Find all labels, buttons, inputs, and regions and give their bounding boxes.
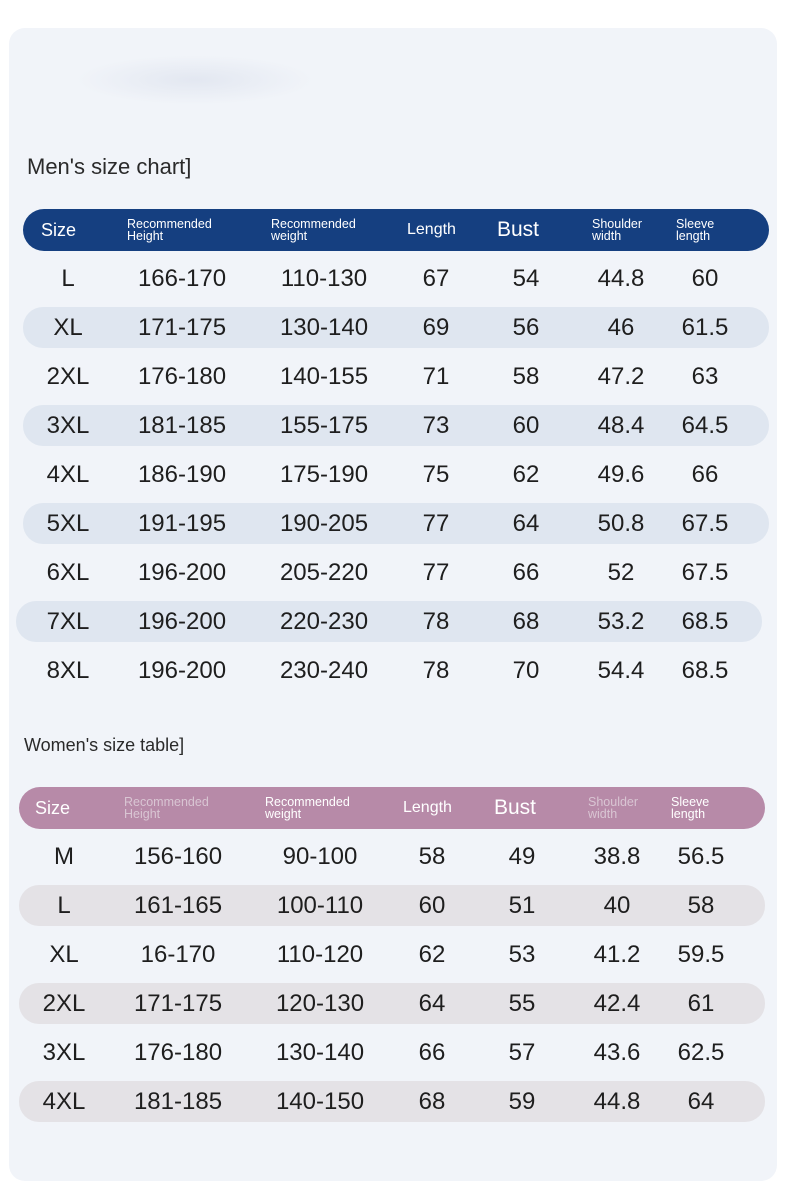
men-header-size: Size (41, 219, 77, 240)
women-cell-length: 58 (418, 843, 446, 870)
women-header-shoulder-line1: Shoulder (588, 795, 639, 809)
men-table-header (23, 209, 769, 251)
women-cell-sleeve: 64 (687, 1088, 715, 1115)
men-cell-weight: 110-130 (280, 265, 368, 292)
men-cell-bust: 56 (512, 314, 540, 341)
women-cell-height: 16-170 (140, 941, 216, 968)
men-header-length: Length (407, 221, 456, 238)
men-cell-shoulder: 54.4 (597, 657, 645, 684)
women-cell-shoulder: 44.8 (593, 1088, 641, 1115)
men-header-sleeve-line1: Sleeve (676, 217, 715, 231)
men-cell-sleeve: 68.5 (681, 657, 729, 684)
men-cell-length: 77 (422, 510, 450, 537)
women-cell-size: 2XL (42, 990, 86, 1017)
men-cell-length: 75 (422, 461, 450, 488)
women-cell-weight: 90-100 (282, 843, 358, 870)
men-cell-size: 4XL (46, 461, 90, 488)
women-header-weight-line2: weight (265, 807, 302, 821)
men-size-chart-title: Men's size chart] (27, 154, 192, 179)
women-cell-shoulder: 41.2 (593, 941, 641, 968)
women-cell-bust: 55 (508, 990, 536, 1017)
men-cell-weight: 190-205 (279, 510, 369, 537)
men-cell-size: 6XL (46, 559, 90, 586)
women-header-bust: Bust (494, 796, 537, 819)
men-table-row (23, 258, 769, 299)
men-cell-weight: 140-155 (279, 363, 369, 390)
men-header-weight-line1: Recommended (271, 217, 356, 231)
men-cell-weight: 220-230 (279, 608, 369, 635)
men-cell-weight: 175-190 (279, 461, 369, 488)
women-cell-size: L (57, 892, 71, 919)
men-cell-height: 176-180 (137, 363, 227, 390)
men-cell-sleeve: 63 (691, 363, 719, 390)
men-cell-size: 3XL (46, 412, 90, 439)
women-header-height (124, 787, 209, 829)
men-cell-height: 196-200 (137, 559, 227, 586)
men-table-row (23, 503, 769, 544)
women-table-row (19, 836, 765, 877)
men-cell-bust: 64 (512, 510, 540, 537)
women-cell-sleeve: 56.5 (677, 843, 725, 870)
men-cell-bust: 58 (512, 363, 540, 390)
women-header-shoulder-line2: width (588, 807, 618, 821)
women-cell-bust: 49 (508, 843, 536, 870)
men-cell-sleeve: 67.5 (681, 559, 729, 586)
women-cell-bust: 53 (508, 941, 536, 968)
women-header-shoulder (588, 787, 638, 829)
men-cell-shoulder: 44.8 (597, 265, 645, 292)
women-cell-size: 3XL (42, 1039, 86, 1066)
men-cell-sleeve: 64.5 (681, 412, 729, 439)
men-header-shoulder-line1: Shoulder (592, 217, 643, 231)
women-table-header (19, 787, 765, 829)
women-header-weight (265, 787, 350, 829)
men-cell-height: 196-200 (137, 657, 227, 684)
women-cell-size: XL (49, 941, 79, 968)
men-cell-height: 171-175 (137, 314, 227, 341)
men-cell-bust: 62 (512, 461, 540, 488)
men-header-weight-line2: weight (271, 229, 308, 243)
women-cell-weight: 100-110 (276, 892, 364, 919)
women-cell-shoulder: 43.6 (593, 1039, 641, 1066)
women-cell-shoulder: 38.8 (593, 843, 641, 870)
women-header-height-line2: Height (124, 807, 161, 821)
men-cell-sleeve: 67.5 (681, 510, 729, 537)
women-cell-shoulder: 40 (603, 892, 631, 919)
men-cell-height: 191-195 (137, 510, 227, 537)
men-table-row (23, 552, 769, 593)
women-cell-height: 161-165 (133, 892, 223, 919)
men-table-row (23, 356, 769, 397)
men-cell-sleeve: 66 (691, 461, 719, 488)
men-header-shoulder-line2: width (592, 229, 622, 243)
women-header-size: Size (35, 797, 71, 818)
men-header-shoulder (592, 209, 642, 251)
women-table-row (19, 934, 765, 975)
men-cell-bust: 54 (512, 265, 540, 292)
men-cell-length: 78 (422, 608, 450, 635)
men-cell-length: 77 (422, 559, 450, 586)
women-cell-height: 156-160 (133, 843, 223, 870)
men-header-height-line1: Recommended (127, 217, 212, 231)
women-cell-sleeve: 58 (687, 892, 715, 919)
women-size-table-title: Women's size table] (24, 735, 185, 755)
men-cell-height: 186-190 (137, 461, 227, 488)
women-header-length: Length (403, 799, 452, 816)
women-header-weight-line1: Recommended (265, 795, 350, 809)
women-cell-sleeve: 62.5 (677, 1039, 725, 1066)
men-cell-bust: 68 (512, 608, 540, 635)
men-table-row (23, 405, 769, 446)
men-cell-weight: 230-240 (279, 657, 369, 684)
women-cell-size: M (54, 843, 74, 870)
women-table-row (19, 885, 765, 926)
women-cell-size: 4XL (42, 1088, 86, 1115)
women-cell-length: 68 (418, 1088, 446, 1115)
men-cell-size: 2XL (46, 363, 90, 390)
women-header-height-line1: Recommended (124, 795, 209, 809)
men-cell-sleeve: 68.5 (681, 608, 729, 635)
men-header-height (127, 209, 212, 251)
men-cell-length: 69 (422, 314, 450, 341)
women-cell-sleeve: 59.5 (677, 941, 725, 968)
men-cell-bust: 70 (512, 657, 540, 684)
women-header-sleeve-line1: Sleeve (671, 795, 710, 809)
men-cell-shoulder: 46 (607, 314, 635, 341)
men-cell-size: 8XL (46, 657, 90, 684)
men-cell-weight: 130-140 (279, 314, 369, 341)
men-header-sleeve-line2: length (676, 229, 711, 243)
women-cell-length: 62 (418, 941, 446, 968)
women-table-row (19, 1032, 765, 1073)
women-cell-height: 171-175 (133, 990, 223, 1017)
men-cell-weight: 205-220 (279, 559, 369, 586)
men-cell-shoulder: 52 (607, 559, 635, 586)
men-cell-bust: 60 (512, 412, 540, 439)
men-table-row (23, 454, 769, 495)
women-cell-height: 181-185 (133, 1088, 223, 1115)
men-cell-length: 78 (422, 657, 450, 684)
men-header-weight (271, 209, 356, 251)
men-table-row (23, 650, 769, 691)
men-cell-shoulder: 50.8 (597, 510, 645, 537)
women-cell-bust: 57 (508, 1039, 536, 1066)
men-cell-shoulder: 48.4 (597, 412, 645, 439)
women-header-sleeve (671, 787, 709, 829)
men-cell-length: 71 (422, 363, 450, 390)
men-cell-shoulder: 49.6 (597, 461, 645, 488)
men-cell-sleeve: 60 (691, 265, 719, 292)
men-cell-height: 166-170 (137, 265, 227, 292)
men-table-row (16, 601, 762, 642)
women-header-sleeve-line2: length (671, 807, 706, 821)
men-header-height-line2: Height (127, 229, 164, 243)
men-cell-bust: 66 (512, 559, 540, 586)
women-cell-length: 60 (418, 892, 446, 919)
men-cell-height: 196-200 (137, 608, 227, 635)
women-cell-shoulder: 42.4 (593, 990, 641, 1017)
men-cell-length: 67 (422, 265, 450, 292)
men-header-sleeve (676, 209, 714, 251)
men-header-bust: Bust (497, 218, 540, 241)
women-cell-weight: 120-130 (275, 990, 365, 1017)
women-cell-sleeve: 61 (687, 990, 715, 1017)
women-cell-bust: 51 (508, 892, 536, 919)
women-cell-height: 176-180 (133, 1039, 223, 1066)
faded-banner (75, 55, 315, 105)
men-cell-length: 73 (422, 412, 450, 439)
women-cell-length: 64 (418, 990, 446, 1017)
men-cell-size: XL (53, 314, 83, 341)
men-cell-height: 181-185 (137, 412, 227, 439)
men-cell-weight: 155-175 (279, 412, 369, 439)
women-cell-weight: 140-150 (275, 1088, 365, 1115)
women-table-row (19, 983, 765, 1024)
men-cell-size: 5XL (46, 510, 90, 537)
men-table-row (23, 307, 769, 348)
women-cell-weight: 110-120 (276, 941, 364, 968)
men-cell-shoulder: 53.2 (597, 608, 645, 635)
men-cell-size: 7XL (46, 608, 90, 635)
men-cell-size: L (61, 265, 75, 292)
women-cell-length: 66 (418, 1039, 446, 1066)
women-cell-weight: 130-140 (275, 1039, 365, 1066)
men-cell-shoulder: 47.2 (597, 363, 645, 390)
men-cell-sleeve: 61.5 (681, 314, 729, 341)
women-table-row (19, 1081, 765, 1122)
women-cell-bust: 59 (508, 1088, 536, 1115)
